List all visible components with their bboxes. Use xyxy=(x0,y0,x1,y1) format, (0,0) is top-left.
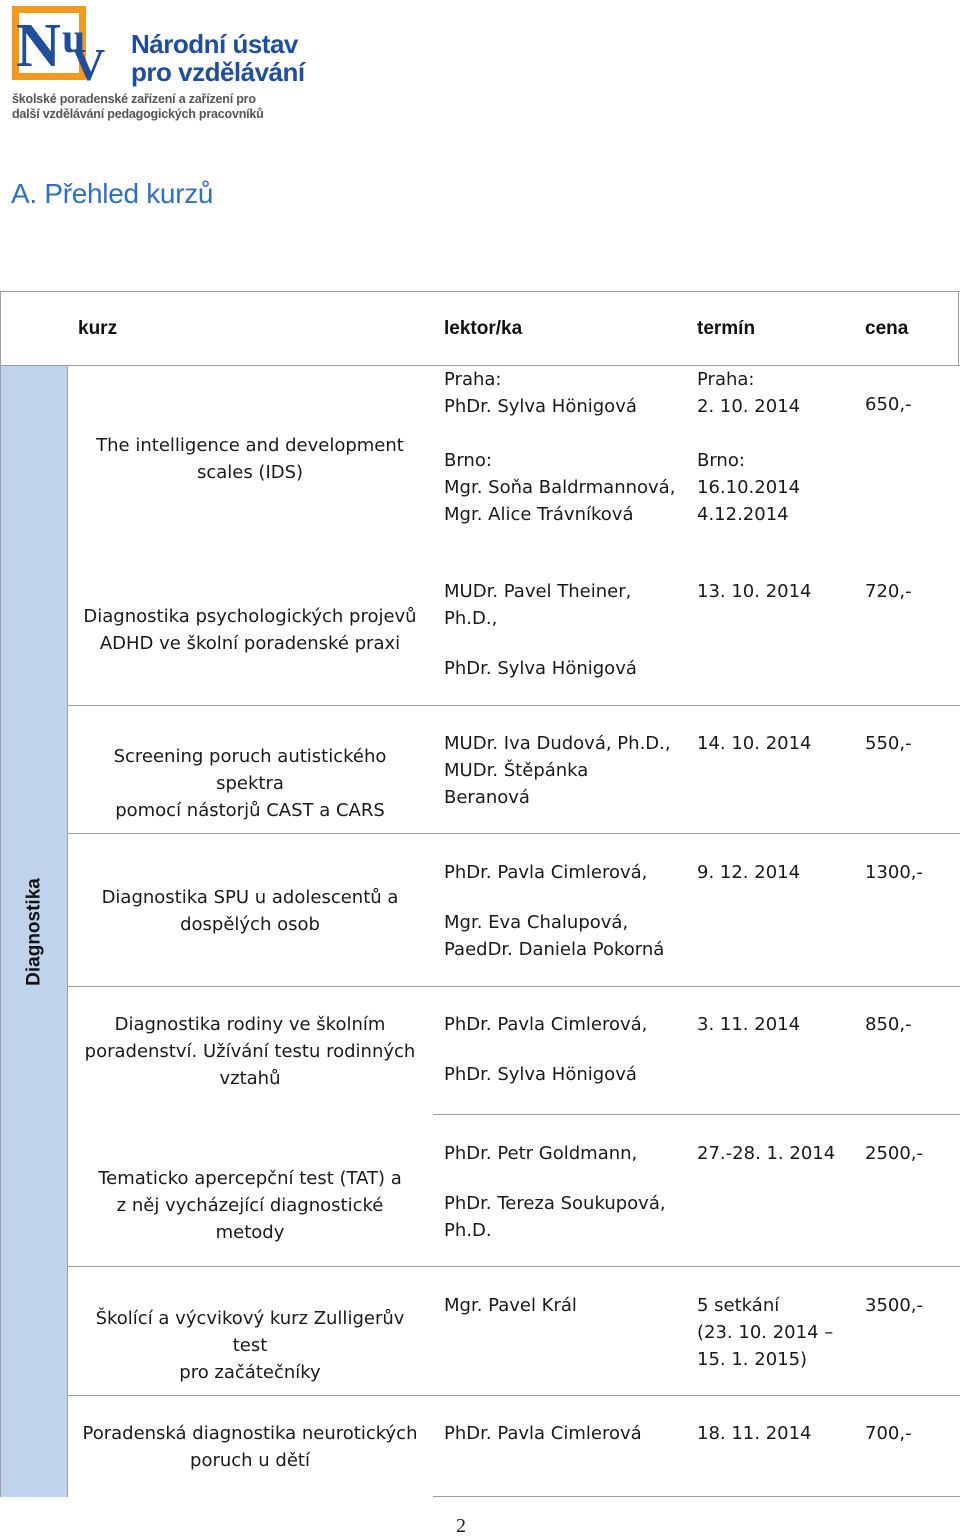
table-row-date: 27.-28. 1. 2014 xyxy=(697,1143,836,1164)
table-row-lecturer: PhDr. Pavla Cimlerová, PhDr. Sylva Hönigová xyxy=(444,1014,648,1085)
table-row-price: 2500,- xyxy=(865,1143,924,1164)
table-row-date: 14. 10. 2014 xyxy=(697,733,812,754)
table-row-lecturer: PhDr. Petr Goldmann, PhDr. Tereza Soukupová, Ph.D. xyxy=(444,1143,666,1241)
table-row-lecturer: MUDr. Iva Dudová, Ph.D., MUDr. Štěpánka Beranová xyxy=(444,733,671,808)
table-row-course: Diagnostika SPU u adolescentů a dospělých osob xyxy=(101,887,399,935)
row-divider xyxy=(67,1395,960,1396)
table-row-price: 700,- xyxy=(865,1423,912,1444)
section-heading: A. Přehled kurzů xyxy=(11,178,214,209)
table-row-date: Praha: 2. 10. 2014 Brno: 16.10.2014 4.12.2014 xyxy=(697,369,801,525)
header-course: kurz xyxy=(78,318,118,339)
table-row-price: 720,- xyxy=(865,581,912,602)
table-row-course: Poradenská diagnostika neurotických poruch u dětí xyxy=(82,1423,418,1471)
table-row-course: The intelligence and development scales (IDS) xyxy=(96,435,404,483)
svg-text:N: N xyxy=(16,12,61,80)
table-row-price: 1300,- xyxy=(865,862,924,883)
nuv-logo-icon xyxy=(10,4,120,86)
table-row-date: 3. 11. 2014 xyxy=(697,1014,801,1035)
table-row-price: 650,- xyxy=(865,394,912,415)
table-row-price: 850,- xyxy=(865,1014,912,1035)
row-divider xyxy=(67,705,960,706)
table-row-course: Screening poruch autistického spektra pomocí nástorjů CAST a CARS xyxy=(113,746,387,821)
institution-logo xyxy=(10,4,305,122)
header-lecturer: lektor/ka xyxy=(444,318,523,339)
svg-text:V: V xyxy=(72,39,106,86)
table-row-course: Tematicko apercepční test (TAT) a z něj vycházející diagnostické metody xyxy=(98,1168,402,1243)
row-divider xyxy=(433,1496,960,1497)
table-row-course: Diagnostika psychologických projevů ADHD ve školní poradenské praxi xyxy=(83,606,417,654)
logo-name-line1: Národní ústav xyxy=(131,29,298,59)
table-row-lecturer: PhDr. Pavla Cimlerová xyxy=(444,1423,642,1444)
table-row-price: 3500,- xyxy=(865,1295,924,1316)
table-row-course: Školící a výcvikový kurz Zulligerův test pro začátečníky xyxy=(95,1308,405,1383)
table-row-price: 550,- xyxy=(865,733,912,754)
logo-subtitle-line1: školské poradenské zařízení a zařízení pro xyxy=(12,92,256,106)
table-row-date: 5 setkání (23. 10. 2014 – 15. 1. 2015) xyxy=(697,1295,834,1370)
course-table xyxy=(0,291,960,1497)
category-label: Diagnostika xyxy=(23,877,45,986)
row-divider xyxy=(67,986,960,987)
table-row-lecturer: Mgr. Pavel Král xyxy=(444,1295,577,1316)
row-divider xyxy=(433,1114,960,1115)
logo-subtitle-line2: další vzdělávání pedagogických pracovníků xyxy=(12,107,264,121)
table-row-lecturer: Praha: PhDr. Sylva Hönigová Brno: Mgr. Soňa Baldrmannová, Mgr. Alice Trávníková xyxy=(444,369,676,525)
table-row-lecturer: MUDr. Pavel Theiner, Ph.D., PhDr. Sylva Hönigová xyxy=(444,581,637,679)
table-right-border xyxy=(958,291,959,366)
logo-name-line2: pro vzdělávání xyxy=(131,57,305,87)
table-row-course: Diagnostika rodiny ve školním poradenství. Užívání testu rodinných vztahů xyxy=(84,1014,416,1089)
table-row-date: 18. 11. 2014 xyxy=(697,1423,812,1444)
row-divider xyxy=(67,1266,960,1267)
row-divider xyxy=(67,833,960,834)
category-column xyxy=(1,366,68,1497)
table-row-date: 9. 12. 2014 xyxy=(697,862,801,883)
table-top-border xyxy=(0,291,960,292)
header-price: cena xyxy=(865,318,909,339)
page-number: 2 xyxy=(456,1515,466,1537)
table-row-lecturer: PhDr. Pavla Cimlerová, Mgr. Eva Chalupová, PaedDr. Daniela Pokorná xyxy=(444,862,665,960)
header-date: termín xyxy=(697,318,756,339)
svg-text:u: u xyxy=(62,16,86,62)
table-row-date: 13. 10. 2014 xyxy=(697,581,812,602)
